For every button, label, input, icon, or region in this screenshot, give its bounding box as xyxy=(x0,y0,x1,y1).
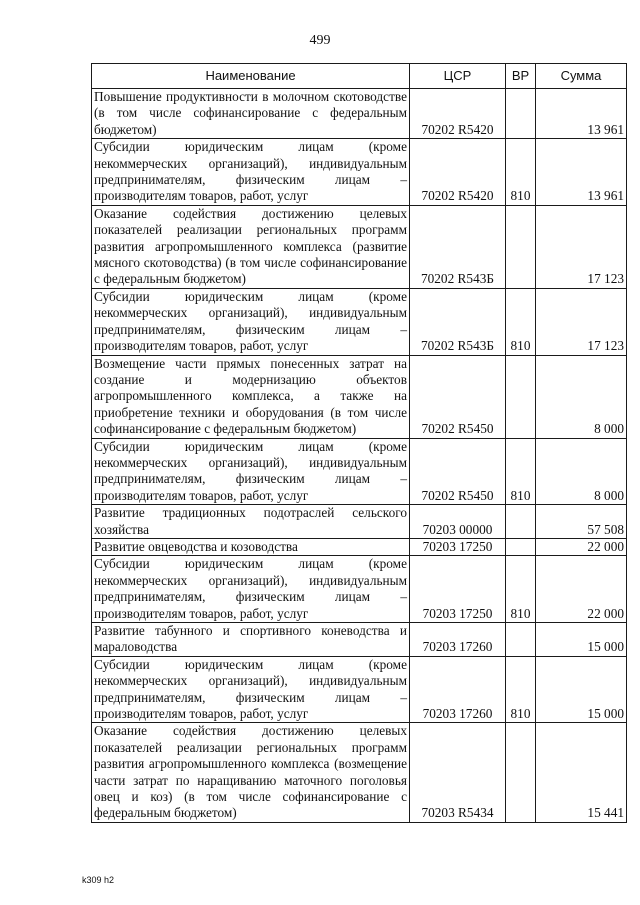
row-vr xyxy=(506,505,536,539)
row-vr xyxy=(506,623,536,657)
row-sum: 15 441 xyxy=(536,723,627,822)
row-csr: 70202 R5450 xyxy=(410,355,506,438)
table-row xyxy=(92,538,627,555)
footer-code: k309 h2 xyxy=(82,875,115,885)
row-sum: 8 000 xyxy=(536,355,627,438)
header-name: Наименование xyxy=(92,64,410,89)
row-csr: 70202 R543Б xyxy=(410,205,506,288)
row-sum: 22 000 xyxy=(536,538,627,555)
row-vr xyxy=(506,205,536,288)
row-vr xyxy=(506,89,536,139)
row-vr: 810 xyxy=(506,288,536,355)
table-row xyxy=(92,656,627,723)
row-csr: 70203 R5434 xyxy=(410,723,506,822)
header-csr: ЦСР xyxy=(410,64,506,89)
row-name: Возмещение части прямых понесенных затрат на создание и модернизацию объектов агропромышленного комплекса, а также на приобретение техники и оборудования (в том числе софинансирование с федеральным бюджетом) xyxy=(92,355,410,438)
row-sum: 15 000 xyxy=(536,623,627,657)
header-sum: Сумма xyxy=(536,64,627,89)
row-name: Повышение продуктивности в молочном скотоводстве (в том числе софинансирование с федеральным бюджетом) xyxy=(92,89,410,139)
row-name: Развитие традиционных подотраслей сельского хозяйства xyxy=(92,505,410,539)
row-sum: 57 508 xyxy=(536,505,627,539)
table-header xyxy=(92,64,627,89)
row-name: Субсидии юридическим лицам (кроме некоммерческих организаций), индивидуальным предпринимателям, физическим лицам – производителям товаров, работ, услуг xyxy=(92,656,410,723)
table-row xyxy=(92,288,627,355)
row-sum: 22 000 xyxy=(536,556,627,623)
row-csr: 70202 R543Б xyxy=(410,288,506,355)
row-csr: 70203 17260 xyxy=(410,656,506,723)
row-vr: 810 xyxy=(506,438,536,505)
table-row xyxy=(92,505,627,539)
row-csr: 70202 R5450 xyxy=(410,438,506,505)
row-name: Субсидии юридическим лицам (кроме некоммерческих организаций), индивидуальным предпринимателям, физическим лицам – производителям товаров, работ, услуг xyxy=(92,556,410,623)
table-row xyxy=(92,139,627,206)
row-csr: 70203 00000 xyxy=(410,505,506,539)
table-row xyxy=(92,623,627,657)
row-vr xyxy=(506,723,536,822)
row-name: Оказание содействия достижению целевых показателей реализации региональных программ развития агропромышленного комплекса (развитие мясного скотоводства) (в том числе софинансирование с федеральным бюджетом) xyxy=(92,205,410,288)
page-number: 499 xyxy=(309,33,331,48)
row-csr: 70203 17250 xyxy=(410,538,506,555)
table-row xyxy=(92,723,627,822)
table-row xyxy=(92,438,627,505)
row-name: Субсидии юридическим лицам (кроме некоммерческих организаций), индивидуальным предпринимателям, физическим лицам – производителям товаров, работ, услуг xyxy=(92,438,410,505)
row-vr xyxy=(506,538,536,555)
row-name: Субсидии юридическим лицам (кроме некоммерческих организаций), индивидуальным предпринимателям, физическим лицам – производителям товаров, работ, услуг xyxy=(92,288,410,355)
row-sum: 8 000 xyxy=(536,438,627,505)
row-sum: 17 123 xyxy=(536,205,627,288)
row-csr: 70203 17260 xyxy=(410,623,506,657)
row-sum: 13 961 xyxy=(536,89,627,139)
header-row xyxy=(92,64,627,89)
row-sum: 17 123 xyxy=(536,288,627,355)
row-vr: 810 xyxy=(506,656,536,723)
table-row xyxy=(92,556,627,623)
table-body xyxy=(92,89,627,823)
budget-table xyxy=(91,63,627,823)
row-csr: 70202 R5420 xyxy=(410,89,506,139)
row-name: Развитие табунного и спортивного коневодства и мараловодства xyxy=(92,623,410,657)
row-vr: 810 xyxy=(506,556,536,623)
row-csr: 70203 17250 xyxy=(410,556,506,623)
row-name: Развитие овцеводства и козоводства xyxy=(92,538,410,555)
row-sum: 15 000 xyxy=(536,656,627,723)
row-vr xyxy=(506,355,536,438)
row-name: Субсидии юридическим лицам (кроме некоммерческих организаций), индивидуальным предпринимателям, физическим лицам – производителям товаров, работ, услуг xyxy=(92,139,410,206)
row-vr: 810 xyxy=(506,139,536,206)
table-row xyxy=(92,355,627,438)
row-csr: 70202 R5420 xyxy=(410,139,506,206)
row-sum: 13 961 xyxy=(536,139,627,206)
table-row xyxy=(92,205,627,288)
table-row xyxy=(92,89,627,139)
header-vr: ВР xyxy=(506,64,536,89)
row-name: Оказание содействия достижению целевых показателей реализации региональных программ развития агропромышленного комплекса (возмещение части затрат по наращиванию маточного поголовья овец и коз) (в том числе софинансирование с федеральным бюджетом) xyxy=(92,723,410,822)
